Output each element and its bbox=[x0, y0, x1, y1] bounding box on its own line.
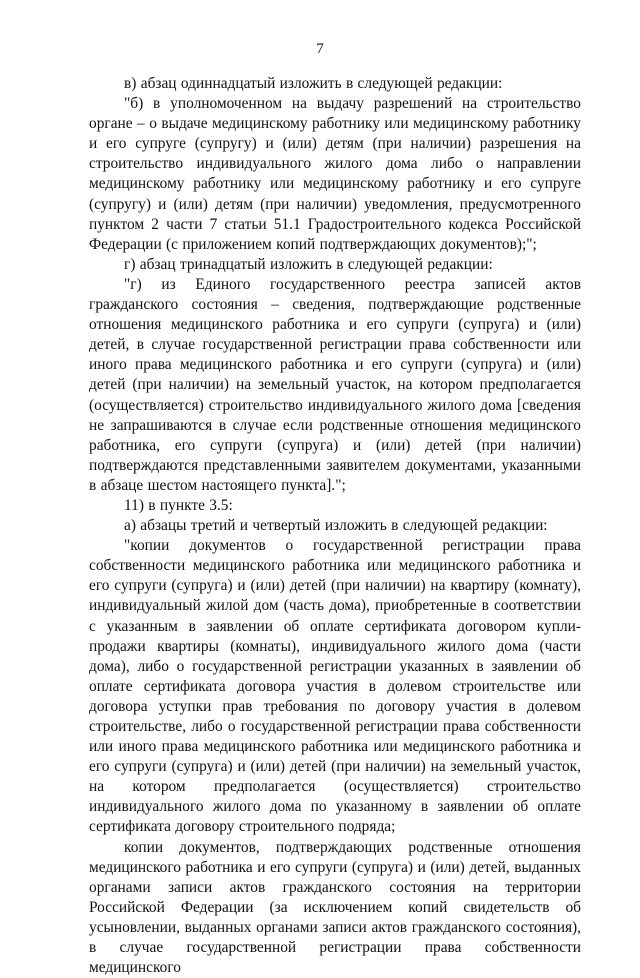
paragraph-item-a: а) абзацы третий и четвертый изложить в следующей редакции: bbox=[124, 517, 548, 535]
paragraph-kinship-documents: копии документов, подтверждающих родственные отношения медицинского работника и его супруги (супруга) и (или) детей, выданных органами записи актов гражданского состояния на территории Российской Федерации (за исключением копий свидетельств об усыновлении, выданных органами записи актов гражданского состояния), в случае государственной регистрации права собственности медицинского bbox=[89, 838, 581, 977]
page-number: 7 bbox=[316, 41, 324, 57]
quoted-subparagraph-g: "г) из Единого государственного реестра записей актов гражданского состояния – сведения, подтверждающие родственные отношения медицинского работника и его супруги (супруга) и (или) детей, в случае государственной регистрации права собственности или иного права медицинского работника и его супруги (супруга) и (или) детей (при наличии) на земельный участок, на котором предполагается (осуществляется) строительство индивидуального жилого дома [сведения не запрашиваются в случае если родственные отношения медицинского работника, его супруги (супруга) и (или) детей (при наличии) подтверждаются представленными заявителем документами, указанными в абзаце шестом настоящего пункта]."; bbox=[89, 275, 581, 494]
document-body bbox=[89, 74, 581, 978]
paragraph-item-v: в) абзац одиннадцатый изложить в следующей редакции: bbox=[124, 75, 503, 92]
quoted-subparagraph-b: "б) в уполномоченном на выдачу разрешений на строительство органе – о выдаче медицинскому работнику или медицинскому работнику и его супруге (супругу) и (или) детям (при наличии) разрешения на строительство индивидуального жилого дома либо о направлении медицинскому работнику или медицинскому работнику и его супруге (супругу) и (или) детям (при наличии) уведомления, предусмотренного пунктом 2 части 7 статьи 51.1 Градостроительного кодекса Российской Федерации (с приложением копий подтверждающих документов);"; bbox=[89, 95, 581, 253]
paragraph-item-g: г) абзац тринадцатый изложить в следующей редакции: bbox=[124, 255, 493, 273]
paragraph-item-11: 11) в пункте 3.5: bbox=[124, 496, 233, 514]
quoted-paragraph-documents-copies: "копии документов о государственной регистрации права собственности медицинского работника или медицинского работника и его супруги (супруга) и (или) детей (при наличии) на квартиру (комнату), индивидуальный жилой дом (часть дома), приобретенные в соответствии с указанным в заявлении об оплате сертификата договором купли-продажи квартиры (комнаты), индивидуального жилого дома (части дома), либо о государственной регистрации указанных в заявлении об оплате сертификата договора участия в долевом строительстве или договора уступки прав требования по договору участия в долевом строительстве, либо о государственной регистрации права собственности или иного права медицинского работника или медицинского работника и его супруги (супруга) и (или) детей (при наличии) на земельный участок, на котором предполагается (осуществляется) строительство индивидуального жилого дома по указанному в заявлении об оплате сертификата договору строительного подряда; bbox=[89, 537, 581, 836]
